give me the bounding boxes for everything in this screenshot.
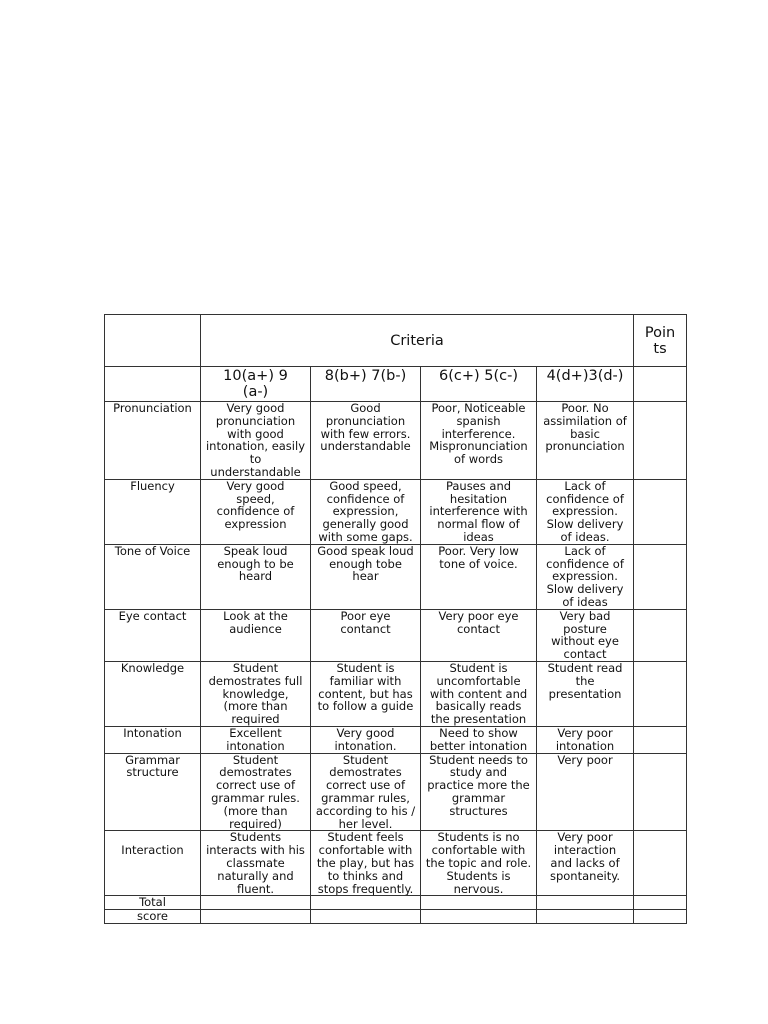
score-cell [201,910,311,924]
rubric-cell: Student demostrates correct use of grammar rules. (more than required) [201,753,311,831]
total-cell [634,896,687,910]
points-cell [634,726,687,753]
points-cell [634,544,687,609]
total-cell [201,896,311,910]
total-cell [421,896,537,910]
score-cell [537,910,634,924]
rubric-table [104,314,687,924]
rubric-cell: Very poor intonation [537,726,634,753]
rubric-cell: Good speak loud enough tobe hear [311,544,421,609]
table-row [105,544,687,609]
rubric-cell: Poor. No assimilation of basic pronunciation [537,402,634,480]
criterion-cell: Fluency [105,479,201,544]
rubric-cell: Poor eye contanct [311,609,421,661]
rubric-cell: Poor, Noticeable spanish interference. Mispronunciation of words [421,402,537,480]
score-row [105,910,687,924]
table-row [105,479,687,544]
level-header-2: 8(b+) 7(b-) [311,367,421,402]
rubric-cell: Student demostrates correct use of grammar rules, according to his / her level. [311,753,421,831]
rubric-cell: Pauses and hesitation interference with normal flow of ideas [421,479,537,544]
table-row [105,609,687,661]
total-row [105,896,687,910]
points-cell [634,609,687,661]
criterion-cell: Pronunciation [105,402,201,480]
score-cell [311,910,421,924]
table-row [105,831,687,896]
header-row [105,315,687,367]
criterion-cell: Intonation [105,726,201,753]
score-label: score [105,910,201,924]
table-row [105,402,687,480]
rubric-cell: Student is uncomfortable with content and basically reads the presentation [421,661,537,726]
rubric-cell: Students interacts with his classmate naturally and fluent. [201,831,311,896]
rubric-cell: Very poor interaction and lacks of spontaneity. [537,831,634,896]
points-header: Poin ts [634,315,687,367]
score-cell [634,910,687,924]
levels-corner-cell [105,367,201,402]
points-cell [634,479,687,544]
criteria-header: Criteria [201,315,634,367]
points-cell [634,753,687,831]
rubric-cell: Very poor [537,753,634,831]
rubric-cell: Student is familiar with content, but has to follow a guide [311,661,421,726]
rubric-cell: Student read the presentation [537,661,634,726]
table-row [105,726,687,753]
rubric-cell: Very poor eye contact [421,609,537,661]
rubric-cell: Good pronunciation with few errors. understandable [311,402,421,480]
points-cell [634,661,687,726]
rubric-cell: Good speed, confidence of expression, generally good with some gaps. [311,479,421,544]
rubric-cell: Lack of confidence of expression. Slow delivery of ideas. [537,479,634,544]
criterion-cell: Interaction [105,831,201,896]
criterion-cell: Knowledge [105,661,201,726]
rubric-cell: Very bad posture without eye contact [537,609,634,661]
rubric-cell: Excellent intonation [201,726,311,753]
total-cell [537,896,634,910]
rubric-cell: Poor. Very low tone of voice. [421,544,537,609]
table-row [105,753,687,831]
rubric-cell: Very good pronunciation with good intonation, easily to understandable [201,402,311,480]
level-header-4: 4(d+)3(d-) [537,367,634,402]
table-row [105,661,687,726]
rubric-cell: Speak loud enough to be heard [201,544,311,609]
rubric-cell: Very good speed, confidence of expression [201,479,311,544]
criterion-cell: Eye contact [105,609,201,661]
score-cell [421,910,537,924]
corner-cell [105,315,201,367]
levels-row [105,367,687,402]
points-cell [634,831,687,896]
level-header-3: 6(c+) 5(c-) [421,367,537,402]
rubric-cell: Look at the audience [201,609,311,661]
rubric-cell: Student needs to study and practice more the grammar structures [421,753,537,831]
points-cell [634,402,687,480]
points-cell [634,367,687,402]
rubric-cell: Need to show better intonation [421,726,537,753]
rubric-cell: Student feels confortable with the play, but has to thinks and stops frequently. [311,831,421,896]
level-header-1: 10(a+) 9 (a-) [201,367,311,402]
rubric-cell: Lack of confidence of expression. Slow delivery of ideas [537,544,634,609]
criterion-cell: Tone of Voice [105,544,201,609]
total-cell [311,896,421,910]
rubric-cell: Student demostrates full knowledge, (more than required [201,661,311,726]
rubric-cell: Students is no confortable with the topic and role. Students is nervous. [421,831,537,896]
rubric-cell: Very good intonation. [311,726,421,753]
criterion-cell: Grammar structure [105,753,201,831]
total-label: Total [105,896,201,910]
